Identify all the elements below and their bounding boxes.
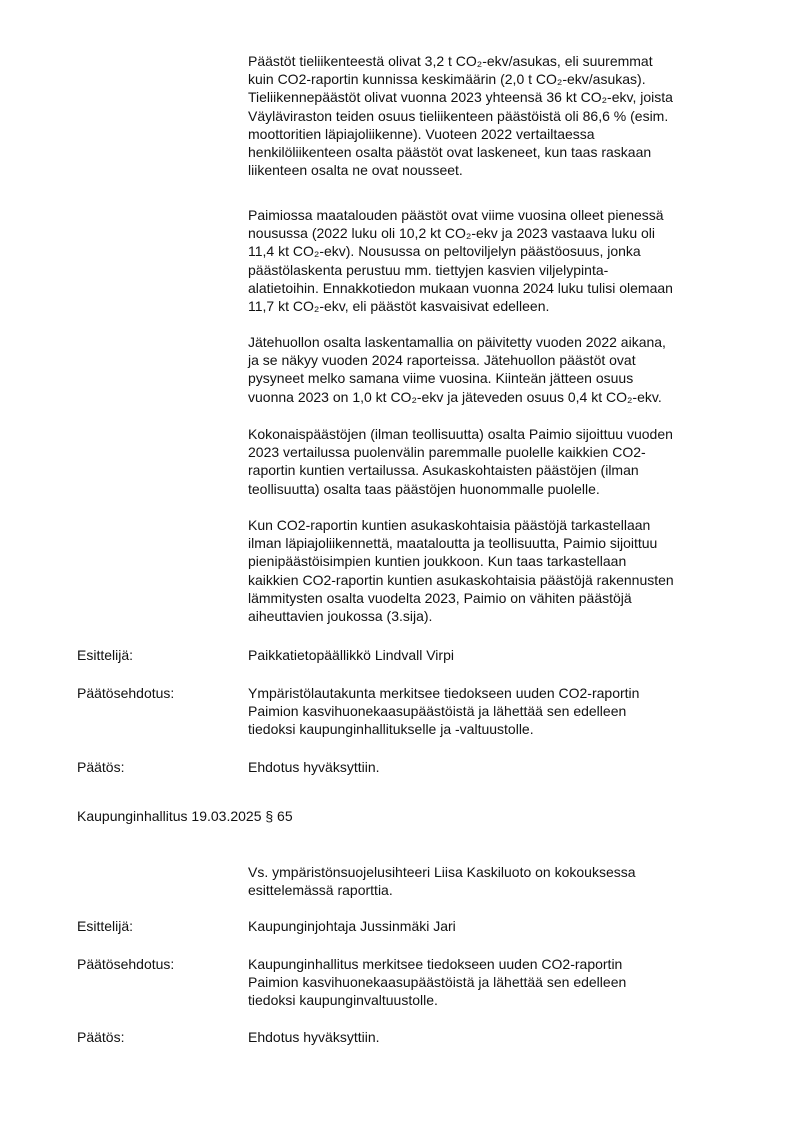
- decision-value-2: Ehdotus hyväksyttiin.: [248, 1029, 380, 1045]
- paragraph-total-emissions: Kokonaispäästöjen (ilman teollisuutta) osalta Paimio sijoittuu vuoden 2023 vertailussa puolenvälin paremmalle puolelle kaikkien CO2- raportin kuntien vertailussa. Asukaskohtaisten päästöjen (ilman teollisuutta) osalta taas päästöjen huonommalle puolelle.: [248, 426, 673, 497]
- paragraph-per-capita: Kun CO2-raportin kuntien asukaskohtaisia päästöjä tarkastellaan ilman läpiajoliikennettä, maataloutta ja teollisuutta, Paimio sijoittuu pienipäästöisimpien kuntien joukkoon. Kun taas tarkastellaan kaikkien CO2-raportin kuntien asukaskohtaisia päästöjä rakennusten lämmitysten osalta vuodelta 2023, Paimio on vähiten päästöjä aiheuttavien joukossa (3.sija).: [248, 517, 674, 625]
- presenter-value: Paikkatietopäällikkö Lindvall Virpi: [248, 647, 454, 663]
- section-heading: Kaupunginhallitus 19.03.2025 § 65: [77, 808, 293, 824]
- proposal-value-2: Kaupunginhallitus merkitsee tiedokseen uuden CO2-raportin Paimion kasvihuonekaasupäästöistä ja lähettää sen edelleen tiedoksi kaupunginvaltuustolle.: [248, 956, 627, 1009]
- decision-label: Päätös:: [77, 759, 125, 775]
- intro-text: Vs. ympäristönsuojelusihteeri Liisa Kaskiluoto on kokouksessa esittelemässä raporttia.: [248, 864, 636, 899]
- proposal-label-2: Päätösehdotus:: [77, 956, 175, 972]
- decision-value: Ehdotus hyväksyttiin.: [248, 759, 380, 775]
- proposal-value: Ympäristölautakunta merkitsee tiedokseen uuden CO2-raportin Paimion kasvihuonekaasupäästöistä ja lähettää sen edelleen tiedoksi kaupunginhallitukselle ja -valtuustolle.: [248, 685, 640, 738]
- paragraph-agriculture: Paimiossa maatalouden päästöt ovat viime vuosina olleet pienessä nousussa (2022 luku oli 10,2 kt CO₂-ekv ja 2023 vastaava luku oli 11,4 kt CO₂-ekv). Nousussa on peltoviljelyn päästöosuus, jonka päästölaskenta perustuu mm. tiettyjen kasvien viljelypinta- alatietoihin. Ennakkotiedon mukaan vuonna 2024 luku tulisi olemaan 11,7 kt CO₂-ekv, eli päästöt kasvaisivat edelleen.: [248, 207, 673, 315]
- presenter-label-2: Esittelijä:: [77, 918, 134, 934]
- paragraph-road-traffic: Päästöt tieliikenteestä olivat 3,2 t CO₂-ekv/asukas, eli suuremmat kuin CO2-raportin kunnissa keskimäärin (2,0 t CO₂-ekv/asukas). Tieliikennepäästöt olivat vuonna 2023 yhteensä 36 kt CO₂-ekv, joista Väyläviraston teiden osuus tieliikenteen päästöistä oli 86,6 % (esim. moottoritien läpiajoliikenne). Vuoteen 2022 vertailtaessa henkilöliikenteen osalta päästöt ovat laskeneet, kun taas raskaan liikenteen osalta ne ovat nousseet.: [248, 53, 673, 179]
- decision-label-2: Päätös:: [77, 1029, 125, 1045]
- paragraph-waste: Jätehuollon osalta laskentamallia on päivitetty vuoden 2022 aikana, ja se näkyy vuoden 2024 raporteissa. Jätehuollon päästöt ovat pysyneet melko samana viime vuosina. Kiinteän jätteen osuus vuonna 2023 on 1,0 kt CO₂-ekv ja jäteveden osuus 0,4 kt CO₂-ekv.: [248, 334, 666, 405]
- presenter-value-2: Kaupunginjohtaja Jussinmäki Jari: [248, 918, 456, 934]
- presenter-label: Esittelijä:: [77, 647, 134, 663]
- proposal-label: Päätösehdotus:: [77, 685, 175, 701]
